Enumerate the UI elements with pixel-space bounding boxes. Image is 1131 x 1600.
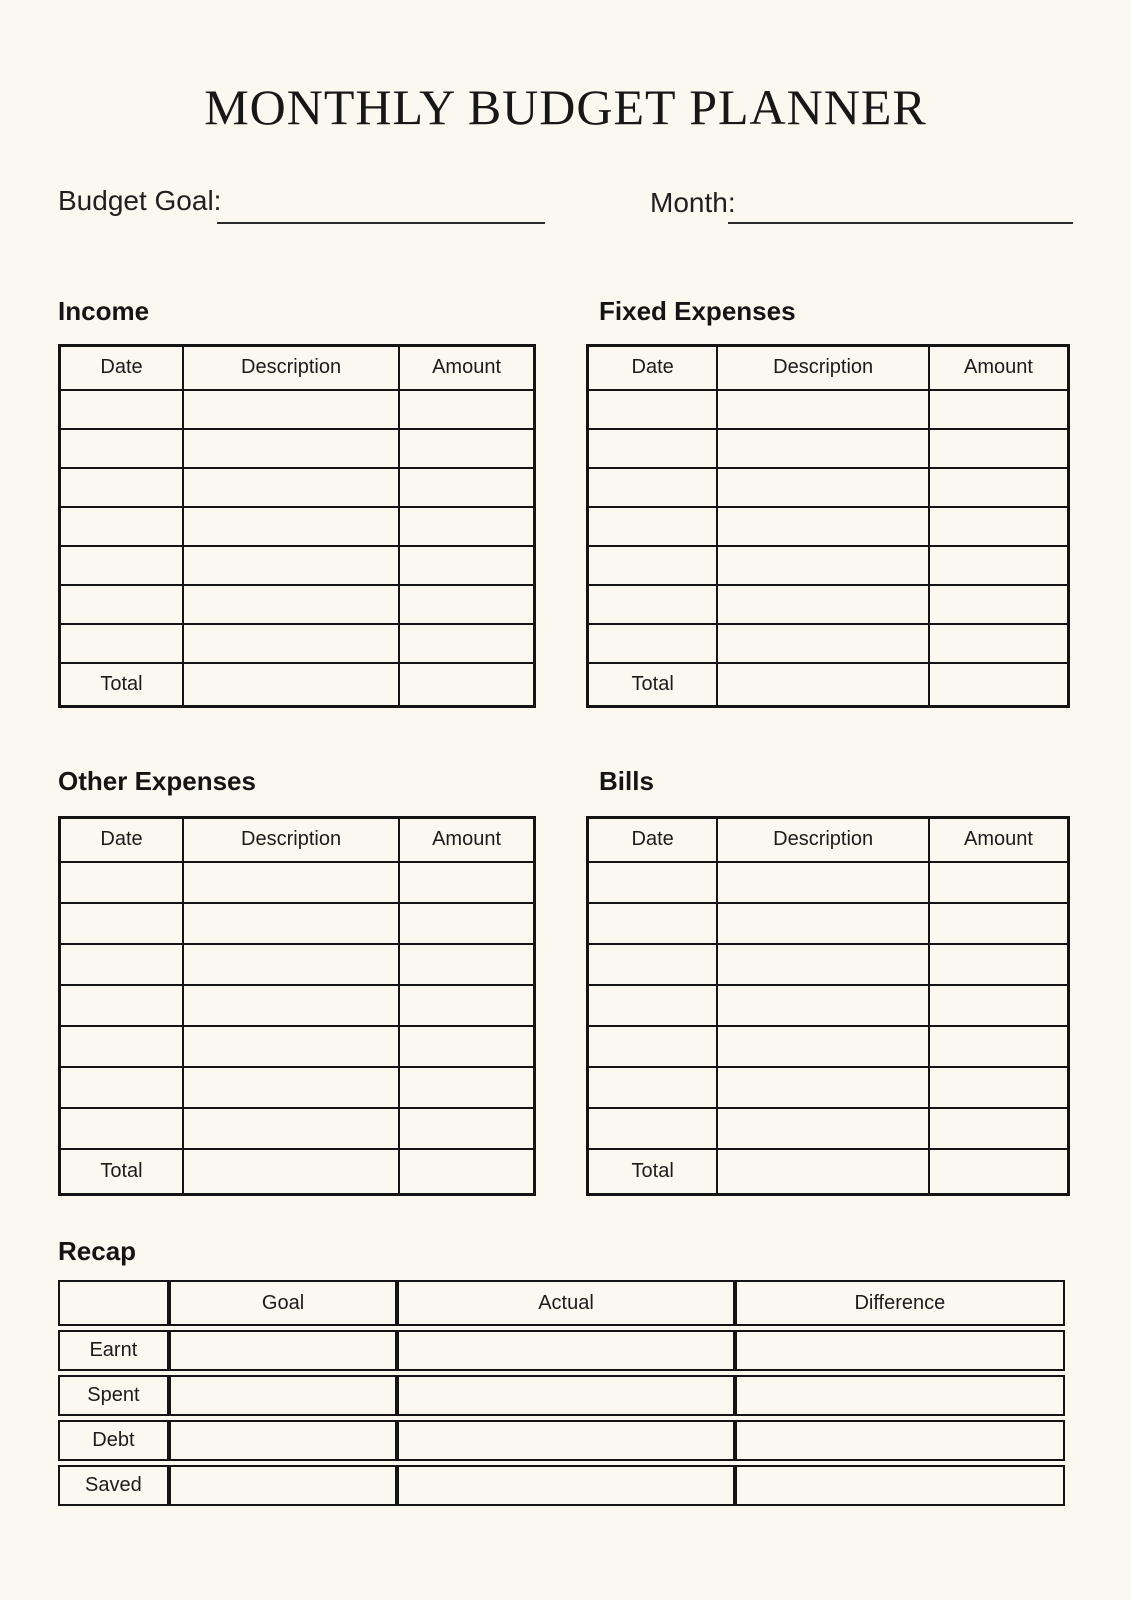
table-row bbox=[60, 985, 535, 1026]
month-label: Month: bbox=[650, 187, 736, 218]
table-row bbox=[588, 624, 1069, 663]
table-cell[interactable] bbox=[717, 1149, 929, 1195]
table-row bbox=[60, 1026, 535, 1067]
amount-column-header: Amount bbox=[929, 818, 1069, 862]
table-cell[interactable] bbox=[929, 1067, 1069, 1108]
table-row bbox=[588, 429, 1069, 468]
total-row bbox=[60, 1149, 535, 1195]
table-cell[interactable] bbox=[588, 903, 718, 944]
table-cell[interactable] bbox=[183, 1149, 399, 1195]
table-cell[interactable] bbox=[588, 507, 718, 546]
table-cell[interactable] bbox=[60, 1067, 184, 1108]
page-title: MONTHLY BUDGET PLANNER bbox=[204, 79, 927, 135]
table-row bbox=[588, 1067, 1069, 1108]
table-cell[interactable] bbox=[183, 624, 399, 663]
table-cell[interactable] bbox=[588, 944, 718, 985]
table-cell[interactable] bbox=[929, 903, 1069, 944]
table-cell[interactable] bbox=[717, 1026, 929, 1067]
table-cell[interactable] bbox=[588, 1108, 718, 1149]
table-cell[interactable] bbox=[183, 507, 399, 546]
table-row bbox=[60, 862, 535, 903]
table-cell[interactable] bbox=[929, 390, 1069, 429]
month-input-line[interactable] bbox=[728, 222, 1073, 224]
recap-row-spent bbox=[58, 1375, 1065, 1416]
table-row bbox=[588, 546, 1069, 585]
table-cell[interactable] bbox=[588, 1067, 718, 1108]
table-row bbox=[60, 1067, 535, 1108]
table-cell[interactable] bbox=[929, 624, 1069, 663]
table-row bbox=[588, 862, 1069, 903]
table-row bbox=[588, 1026, 1069, 1067]
income-section-title: Income bbox=[58, 296, 150, 326]
table-cell[interactable] bbox=[929, 862, 1069, 903]
table-header-row bbox=[60, 346, 535, 390]
recap-actual-cell[interactable] bbox=[397, 1420, 734, 1461]
budget-goal-label: Budget Goal: bbox=[58, 185, 222, 216]
recap-difference-cell[interactable] bbox=[735, 1465, 1065, 1506]
table-cell[interactable] bbox=[588, 624, 718, 663]
recap-actual-cell[interactable] bbox=[397, 1330, 734, 1371]
table-cell[interactable] bbox=[60, 1108, 184, 1149]
total-amount-cell[interactable] bbox=[929, 663, 1069, 707]
table-row bbox=[588, 1108, 1069, 1149]
table-row bbox=[588, 507, 1069, 546]
table-cell[interactable] bbox=[399, 546, 534, 585]
table-cell[interactable] bbox=[60, 624, 184, 663]
table-cell[interactable] bbox=[929, 546, 1069, 585]
description-column-header: Description bbox=[183, 346, 399, 390]
goal-column-header: Goal bbox=[169, 1280, 398, 1326]
table-cell[interactable] bbox=[717, 585, 929, 624]
recap-header-row bbox=[58, 1280, 1065, 1326]
table-header-row bbox=[60, 818, 535, 862]
table-header-row bbox=[588, 346, 1069, 390]
table-cell[interactable] bbox=[183, 663, 399, 707]
table-cell[interactable] bbox=[60, 429, 184, 468]
table-cell[interactable] bbox=[588, 390, 718, 429]
table-cell[interactable] bbox=[717, 944, 929, 985]
table-row bbox=[588, 468, 1069, 507]
table-cell[interactable] bbox=[183, 390, 399, 429]
table-cell[interactable] bbox=[588, 429, 718, 468]
date-column-header: Date bbox=[60, 818, 184, 862]
table-cell[interactable] bbox=[588, 585, 718, 624]
table-row bbox=[60, 468, 535, 507]
date-column-header: Date bbox=[60, 346, 184, 390]
table-cell[interactable] bbox=[399, 507, 534, 546]
table-cell[interactable] bbox=[588, 862, 718, 903]
table-cell[interactable] bbox=[588, 1026, 718, 1067]
recap-table bbox=[58, 1276, 1065, 1510]
fixed-expenses-section-title: Fixed Expenses bbox=[599, 296, 796, 326]
date-column-header: Date bbox=[588, 818, 718, 862]
recap-row-label: Saved bbox=[58, 1465, 169, 1506]
description-column-header: Description bbox=[717, 818, 929, 862]
table-cell[interactable] bbox=[60, 903, 184, 944]
table-row bbox=[588, 585, 1069, 624]
table-cell[interactable] bbox=[399, 1067, 534, 1108]
table-cell[interactable] bbox=[183, 862, 399, 903]
table-cell[interactable] bbox=[929, 944, 1069, 985]
table-cell[interactable] bbox=[399, 624, 534, 663]
amount-column-header: Amount bbox=[399, 346, 534, 390]
table-cell[interactable] bbox=[717, 546, 929, 585]
table-cell[interactable] bbox=[588, 546, 718, 585]
table-cell[interactable] bbox=[717, 663, 929, 707]
table-cell[interactable] bbox=[399, 429, 534, 468]
table-row bbox=[588, 985, 1069, 1026]
table-cell[interactable] bbox=[183, 585, 399, 624]
recap-difference-cell[interactable] bbox=[735, 1375, 1065, 1416]
table-cell[interactable] bbox=[929, 468, 1069, 507]
bills-table bbox=[586, 816, 1070, 1196]
table-cell[interactable] bbox=[60, 944, 184, 985]
total-label: Total bbox=[60, 1149, 184, 1195]
date-column-header: Date bbox=[588, 346, 718, 390]
table-cell[interactable] bbox=[399, 985, 534, 1026]
recap-row-earnt bbox=[58, 1330, 1065, 1371]
table-cell[interactable] bbox=[717, 390, 929, 429]
table-cell[interactable] bbox=[183, 1108, 399, 1149]
table-cell[interactable] bbox=[183, 1026, 399, 1067]
table-cell[interactable] bbox=[60, 507, 184, 546]
table-cell[interactable] bbox=[717, 429, 929, 468]
amount-column-header: Amount bbox=[399, 818, 534, 862]
amount-column-header: Amount bbox=[929, 346, 1069, 390]
budget-goal-input-line[interactable] bbox=[217, 222, 545, 224]
table-cell[interactable] bbox=[399, 903, 534, 944]
recap-goal-cell[interactable] bbox=[169, 1375, 398, 1416]
table-cell[interactable] bbox=[399, 1108, 534, 1149]
recap-goal-cell[interactable] bbox=[169, 1465, 398, 1506]
table-cell[interactable] bbox=[717, 1067, 929, 1108]
recap-actual-cell[interactable] bbox=[397, 1465, 734, 1506]
table-header-row bbox=[588, 818, 1069, 862]
recap-row-debt bbox=[58, 1420, 1065, 1461]
table-row bbox=[60, 1108, 535, 1149]
table-row bbox=[588, 944, 1069, 985]
recap-row-label: Spent bbox=[58, 1375, 169, 1416]
total-label: Total bbox=[588, 663, 718, 707]
table-cell[interactable] bbox=[717, 1108, 929, 1149]
table-cell[interactable] bbox=[929, 985, 1069, 1026]
recap-row-label: Earnt bbox=[58, 1330, 169, 1371]
table-row bbox=[588, 903, 1069, 944]
total-amount-cell[interactable] bbox=[399, 1149, 534, 1195]
other-expenses-table bbox=[58, 816, 536, 1196]
actual-column-header: Actual bbox=[397, 1280, 734, 1326]
table-cell[interactable] bbox=[60, 390, 184, 429]
table-cell[interactable] bbox=[183, 944, 399, 985]
table-cell[interactable] bbox=[399, 944, 534, 985]
description-column-header: Description bbox=[717, 346, 929, 390]
table-cell[interactable] bbox=[183, 1067, 399, 1108]
table-cell[interactable] bbox=[717, 624, 929, 663]
table-cell[interactable] bbox=[399, 468, 534, 507]
table-cell[interactable] bbox=[717, 862, 929, 903]
recap-difference-cell[interactable] bbox=[735, 1330, 1065, 1371]
total-row bbox=[588, 663, 1069, 707]
difference-column-header: Difference bbox=[735, 1280, 1065, 1326]
table-cell[interactable] bbox=[717, 507, 929, 546]
table-cell[interactable] bbox=[60, 546, 184, 585]
table-row bbox=[60, 507, 535, 546]
table-row bbox=[60, 944, 535, 985]
table-cell[interactable] bbox=[60, 862, 184, 903]
table-row bbox=[60, 585, 535, 624]
total-label: Total bbox=[588, 1149, 718, 1195]
table-cell[interactable] bbox=[929, 507, 1069, 546]
table-row bbox=[60, 390, 535, 429]
table-cell[interactable] bbox=[588, 468, 718, 507]
recap-section-title: Recap bbox=[58, 1236, 137, 1266]
total-amount-cell[interactable] bbox=[399, 663, 534, 707]
total-row bbox=[588, 1149, 1069, 1195]
table-cell[interactable] bbox=[717, 903, 929, 944]
table-cell[interactable] bbox=[183, 468, 399, 507]
total-amount-cell[interactable] bbox=[929, 1149, 1069, 1195]
table-cell[interactable] bbox=[60, 468, 184, 507]
income-table bbox=[58, 344, 536, 708]
description-column-header: Description bbox=[183, 818, 399, 862]
table-cell[interactable] bbox=[717, 985, 929, 1026]
recap-corner-cell bbox=[58, 1280, 169, 1326]
recap-goal-cell[interactable] bbox=[169, 1330, 398, 1371]
total-row bbox=[60, 663, 535, 707]
table-cell[interactable] bbox=[60, 585, 184, 624]
table-row bbox=[60, 429, 535, 468]
table-cell[interactable] bbox=[183, 985, 399, 1026]
bills-section-title: Bills bbox=[599, 766, 654, 796]
table-cell[interactable] bbox=[929, 429, 1069, 468]
table-cell[interactable] bbox=[717, 468, 929, 507]
table-row bbox=[60, 624, 535, 663]
recap-row-label: Debt bbox=[58, 1420, 169, 1461]
table-cell[interactable] bbox=[399, 1026, 534, 1067]
table-cell[interactable] bbox=[183, 546, 399, 585]
table-cell[interactable] bbox=[399, 862, 534, 903]
recap-goal-cell[interactable] bbox=[169, 1420, 398, 1461]
recap-actual-cell[interactable] bbox=[397, 1375, 734, 1416]
table-cell[interactable] bbox=[183, 903, 399, 944]
table-cell[interactable] bbox=[60, 985, 184, 1026]
other-expenses-section-title: Other Expenses bbox=[58, 766, 256, 796]
table-cell[interactable] bbox=[929, 585, 1069, 624]
table-cell[interactable] bbox=[60, 1026, 184, 1067]
total-label: Total bbox=[60, 663, 184, 707]
table-cell[interactable] bbox=[399, 390, 534, 429]
table-cell[interactable] bbox=[929, 1108, 1069, 1149]
recap-row-saved bbox=[58, 1465, 1065, 1506]
table-row bbox=[60, 903, 535, 944]
table-row bbox=[60, 546, 535, 585]
table-cell[interactable] bbox=[183, 429, 399, 468]
recap-difference-cell[interactable] bbox=[735, 1420, 1065, 1461]
table-cell[interactable] bbox=[929, 1026, 1069, 1067]
fixed-expenses-table bbox=[586, 344, 1070, 708]
table-cell[interactable] bbox=[399, 585, 534, 624]
table-row bbox=[588, 390, 1069, 429]
table-cell[interactable] bbox=[588, 985, 718, 1026]
